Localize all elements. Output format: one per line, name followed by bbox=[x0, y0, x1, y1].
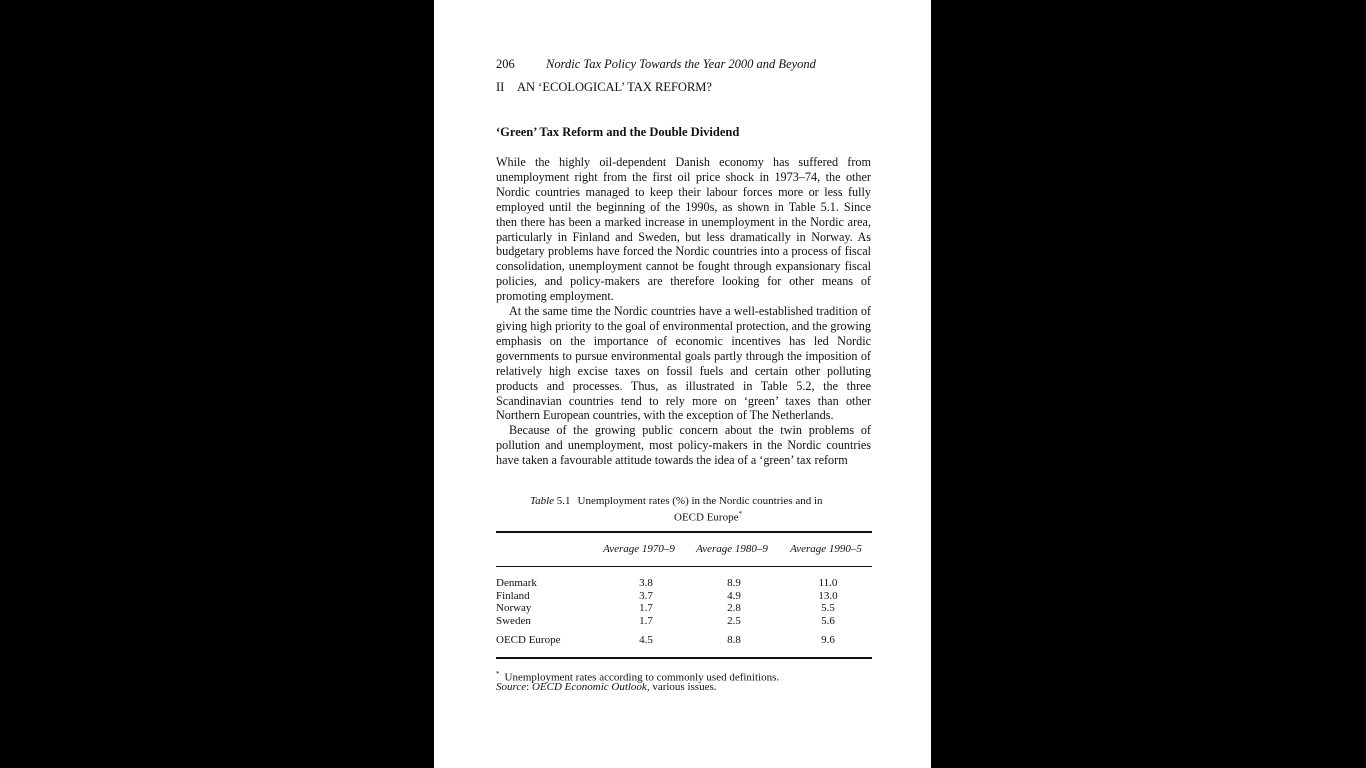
paragraph: While the highly oil-dependent Danish economy has suffered from unemployment right from the first oil price shock in 1973–74, the other Nordic countries managed to keep their labour forces more or less fully employed until the beginning of the 1990s, as shown in Table 5.1. Since then there has been a marked increase in unemployment in the Nordic area, particularly in Finland and Sweden, but less dramatically in Norway. As budgetary problems have forced the Nordic countries into a process of fiscal consolidation, unemployment cannot be fought through expansionary fiscal policies, and policy-makers are therefore looking for other means of promoting employment. bbox=[496, 155, 871, 304]
row-label: Finland bbox=[496, 590, 530, 602]
table-cell: 5.5 bbox=[821, 602, 835, 614]
paragraph: Because of the growing public concern about the twin problems of pollution and unemployment, most policy-makers in the Nordic countries have taken a favourable attitude towards the idea of a ‘green’ tax reform bbox=[496, 423, 871, 468]
running-title: Nordic Tax Policy Towards the Year 2000 and Beyond bbox=[546, 57, 816, 71]
running-header bbox=[496, 57, 876, 72]
table-cell: 13.0 bbox=[818, 590, 838, 602]
source-separator: : bbox=[526, 681, 532, 693]
table-cell: 4.5 bbox=[639, 634, 653, 646]
table-title-line2: OECD Europe bbox=[674, 511, 739, 524]
table-title-marker: * bbox=[738, 510, 742, 518]
source-rest: , various issues. bbox=[646, 681, 717, 693]
table-cell: 11.0 bbox=[818, 577, 838, 589]
row-label: Denmark bbox=[496, 577, 537, 589]
subheading: ‘Green’ Tax Reform and the Double Dividend bbox=[496, 125, 740, 139]
paragraph: At the same time the Nordic countries have a well-established tradition of giving high priority to the goal of environmental protection, and the growing emphasis on the importance of economic incentives has led Nordic governments to pursue environmental goals partly through the imposition of relatively high excise taxes on fossil fuels and certain other polluting products and processes. Thus, as illustrated in Table 5.2, the three Scandinavian countries tend to rely more on ‘green’ taxes than other Northern European countries, with the exception of The Netherlands. bbox=[496, 304, 871, 423]
table-cell: 9.6 bbox=[821, 634, 835, 646]
document-page bbox=[434, 0, 931, 768]
table-top-rule bbox=[496, 531, 872, 533]
column-header: Average 1990–5 bbox=[790, 543, 862, 555]
section-title: AN ‘ECOLOGICAL’ TAX REFORM? bbox=[517, 80, 712, 94]
table-row bbox=[496, 577, 872, 590]
table-source bbox=[496, 681, 871, 694]
table-row bbox=[496, 634, 872, 647]
table-cell: 2.5 bbox=[727, 615, 741, 627]
column-header: Average 1970–9 bbox=[603, 543, 675, 555]
source-title: OECD Economic Outlook bbox=[531, 681, 647, 693]
table-cell: 5.6 bbox=[821, 615, 835, 627]
table-bottom-rule bbox=[496, 657, 872, 659]
table-cell: 3.7 bbox=[639, 590, 653, 602]
body-text bbox=[496, 155, 871, 468]
column-header: Average 1980–9 bbox=[696, 543, 768, 555]
footnote-text: Unemployment rates according to commonly used definitions. bbox=[504, 671, 780, 684]
table-label: Table bbox=[530, 495, 555, 507]
table-cell: 8.9 bbox=[727, 577, 741, 589]
page-number: 206 bbox=[496, 57, 515, 71]
table-cell: 4.9 bbox=[727, 590, 741, 602]
section-heading bbox=[496, 80, 712, 95]
row-label: Sweden bbox=[496, 615, 531, 627]
table-number: 5.1 bbox=[556, 495, 571, 507]
section-numeral: II bbox=[496, 80, 505, 94]
table-caption bbox=[496, 495, 871, 525]
table-cell: 1.7 bbox=[639, 602, 653, 614]
table-title-line1: Unemployment rates (%) in the Nordic countries and in bbox=[577, 495, 823, 507]
row-label: OECD Europe bbox=[496, 634, 561, 646]
source-label: Source bbox=[496, 681, 527, 693]
table-cell: 8.8 bbox=[727, 634, 741, 646]
row-label: Norway bbox=[496, 602, 532, 614]
table-header-rule bbox=[496, 566, 872, 567]
table-cell: 1.7 bbox=[639, 615, 653, 627]
table-cell: 3.8 bbox=[639, 577, 653, 589]
table-row bbox=[496, 602, 872, 615]
table-cell: 2.8 bbox=[727, 602, 741, 614]
table-row bbox=[496, 615, 872, 628]
footnote-marker: * bbox=[496, 670, 500, 678]
